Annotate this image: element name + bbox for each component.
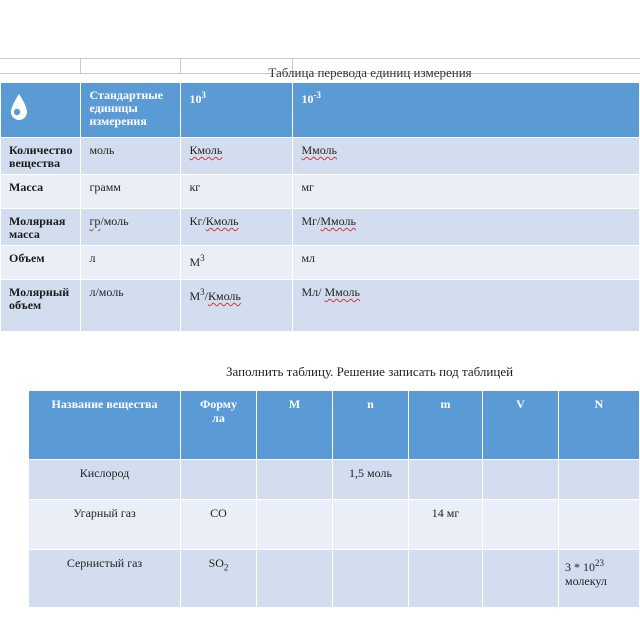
cell-formula <box>181 460 257 500</box>
row-label: Количество вещества <box>1 138 81 175</box>
table-row <box>29 550 640 608</box>
cell <box>257 550 333 608</box>
cell <box>257 500 333 550</box>
cell-name: Кислород <box>29 460 181 500</box>
table-row <box>29 460 640 500</box>
cell: мл <box>293 246 640 280</box>
cell: л/моль <box>81 280 181 332</box>
cell-n: 1,5 моль <box>333 460 409 500</box>
cell <box>257 460 333 500</box>
cell: $М^3$/Кмоль <box>181 280 293 332</box>
cell <box>483 460 559 500</box>
table-row <box>29 500 640 550</box>
cell: грамм <box>81 175 181 209</box>
cell <box>333 500 409 550</box>
table-row <box>29 391 640 460</box>
header-M: M <box>257 391 333 460</box>
cell <box>409 460 483 500</box>
cell <box>333 550 409 608</box>
cell <box>483 500 559 550</box>
substances-table <box>28 390 640 608</box>
header-icon-cell <box>1 83 81 138</box>
cell: кг <box>181 175 293 209</box>
table2-title: Заполнить таблицу. Решение записать под таблицей <box>226 364 514 379</box>
header-formula: Форму ла <box>181 391 257 460</box>
header-name: Название вещества <box>29 391 181 460</box>
cell <box>483 550 559 608</box>
table-row <box>1 138 640 175</box>
table-row <box>1 209 640 246</box>
table-row <box>1 175 640 209</box>
cell: л <box>81 246 181 280</box>
cell: $М^3$ <box>181 246 293 280</box>
cell <box>559 500 640 550</box>
cell: мг <box>293 175 640 209</box>
header-n: n <box>333 391 409 460</box>
table-row <box>1 83 640 138</box>
header-ten-pow-minus-3: $10^{-3}$ <box>293 83 640 138</box>
units-table <box>0 82 640 332</box>
cell: Мг/Ммоль <box>293 209 640 246</box>
row-label: Молярная масса <box>1 209 81 246</box>
cell-formula: CO <box>181 500 257 550</box>
cell: моль <box>81 138 181 175</box>
cell <box>559 460 640 500</box>
row-label: Молярный объем <box>1 280 81 332</box>
table-row <box>1 280 640 332</box>
drop-icon <box>9 93 29 123</box>
cell: Кмоль <box>181 138 293 175</box>
cell-name: Угарный газ <box>29 500 181 550</box>
row-label: Объем <box>1 246 81 280</box>
cell-m: 14 мг <box>409 500 483 550</box>
row-label: Масса <box>1 175 81 209</box>
header-ten-pow-3: $10^3$ <box>181 83 293 138</box>
header-m: m <box>409 391 483 460</box>
cell-name: Сернистый газ <box>29 550 181 608</box>
cell-formula: $SO_2$ <box>181 550 257 608</box>
cell: Ммоль <box>293 138 640 175</box>
cell <box>409 550 483 608</box>
cell: гр/моль <box>81 209 181 246</box>
header-standard-units: Стандартные единицы измерения <box>81 83 181 138</box>
cell: Мл/ Ммоль <box>293 280 640 332</box>
header-N: N <box>559 391 640 460</box>
cell: Кг/Кмоль <box>181 209 293 246</box>
header-V: V <box>483 391 559 460</box>
table-row <box>1 246 640 280</box>
table1-title: Таблица перевода единиц измерения <box>268 65 472 80</box>
cell-N: $3 * 10^{23}$ молекул <box>559 550 640 608</box>
